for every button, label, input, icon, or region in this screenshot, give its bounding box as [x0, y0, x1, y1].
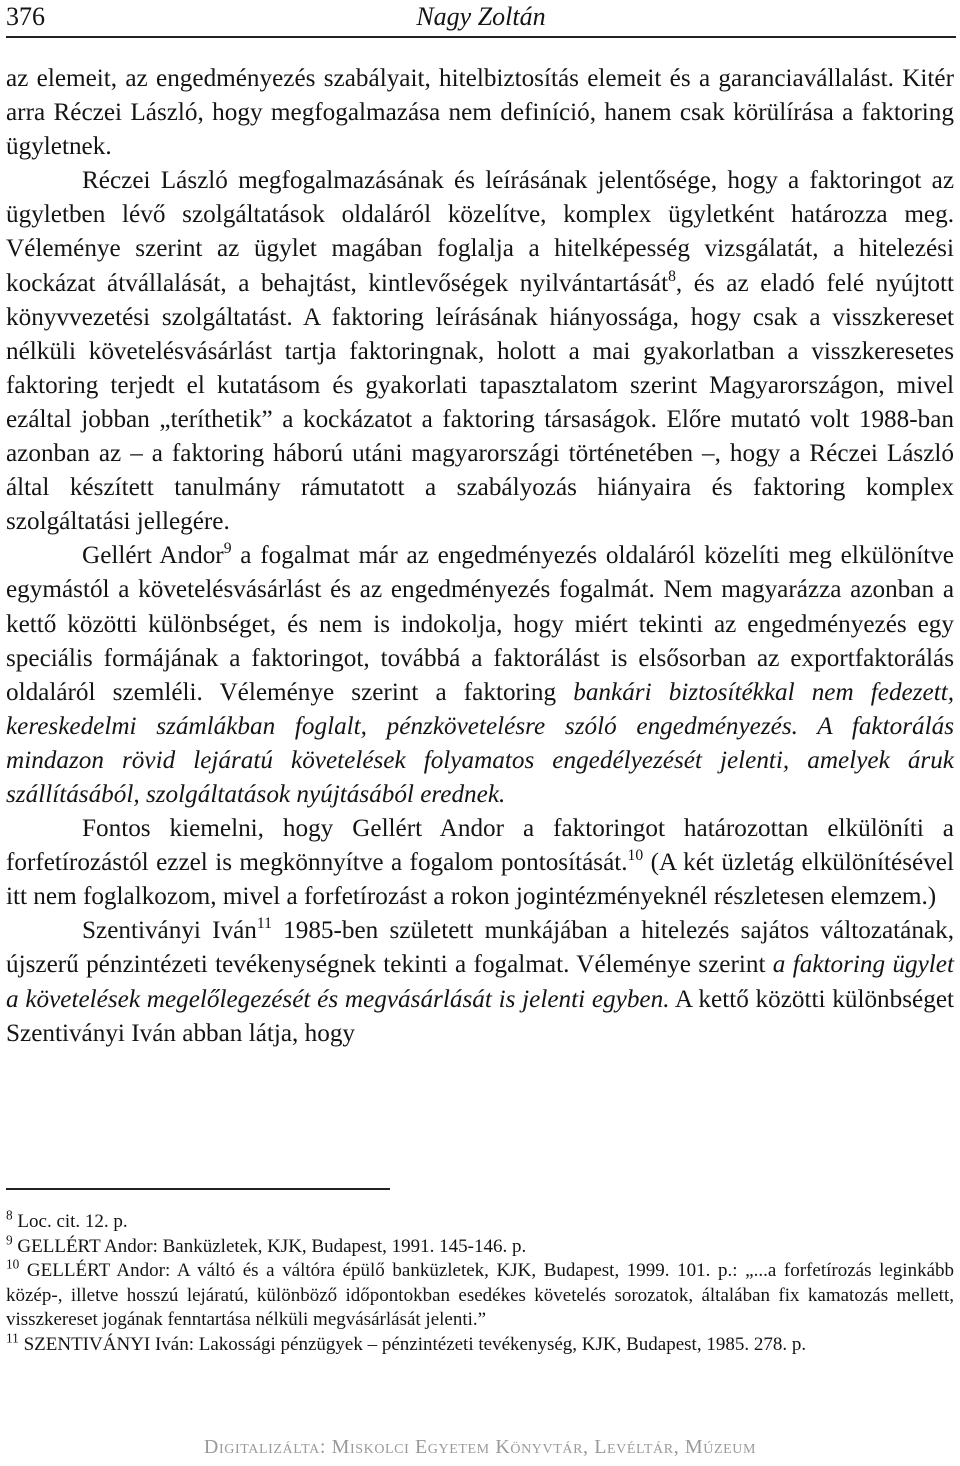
footnote-marker: 10	[627, 847, 644, 865]
footnote-marker: 9	[223, 540, 232, 558]
footnote	[6, 1256, 955, 1333]
paragraph-text: Fontos kiemelni, hogy Gellért Andor a faktoringot határozottan elkülöníti a forfetírozástól ezzel is megkönnyítve a fogalom pontosítását.	[6, 815, 954, 877]
paragraph-text: (A két üzletág elkülönítésével itt nem foglalkozom, mivel a forfetírozást a rokon jogintézményeknél részletesen elemzem.)	[6, 849, 954, 911]
footnote	[6, 1207, 954, 1235]
footnote-number: 9	[6, 1232, 13, 1248]
footnotes	[6, 1207, 955, 1358]
footnote-number: 10	[6, 1256, 20, 1272]
footnote	[6, 1330, 954, 1358]
italic-quote: a faktoring ügylet a követelések megelőlegezését és megvásárlását is jelenti egyben.	[6, 951, 954, 1013]
paragraph-text: Gellért Andor	[82, 542, 224, 570]
footnote-separator	[6, 1188, 390, 1190]
paragraph-text: az elemeit, az engedményezés szabályait, hitelbiztosítás elemeit és a garanciavállalást. Kitér arra Réczei László, hogy megfogalmazása nem definíció, hanem csak körülírása a faktoring ügyletnek.	[6, 65, 954, 161]
footnote-text: SZENTIVÁNYI Iván: Lakossági pénzügyek – pénzintézeti tevékenység, KJK, Budapest, 1985. 278. p.	[23, 1333, 807, 1355]
footnote-text: GELLÉRT Andor: Banküzletek, KJK, Budapest, 1991. 145-146. p.	[17, 1235, 527, 1257]
footnote-marker: 8	[668, 267, 676, 285]
page-number: 376	[6, 2, 45, 31]
digitization-watermark: Digitalizálta: Miskolci Egyetem Könyvtár, Levéltár, Múzeum	[203, 1436, 757, 1458]
paragraph-text: Réczei László megfogalmazásának és leírásának jelentősége, hogy a faktoringot az ügyletben lévő szolgáltatások oldaláról közelítve, komplex ügyletként határozza meg. Véleménye szerint az ügylet magában foglalja a hitelképesség vizsgálatát, a hitelezési kockázat átvállalását, a behajtást, kintlevőségek nyilvántartását	[6, 167, 954, 297]
paragraph	[6, 914, 954, 1050]
footnote	[6, 1232, 954, 1260]
italic-quote: bankári biztosítékkal nem fedezett, kereskedelmi számlákban foglalt, pénzkövetelésre szóló engedményezés. A faktorálás mindazon rövid lejáratú követelések folyamatos engedélyezését jelenti, amelyek áruk szállításából, szolgáltatások nyújtásából erednek.	[6, 678, 954, 808]
paragraph	[6, 164, 954, 539]
paragraph	[6, 539, 954, 812]
page-header	[6, 2, 956, 38]
paragraph-text: a fogalmat már az engedményezés oldaláról közelíti meg elkülönítve egymástól a követelésvásárlást és az engedményezés fogalmát. Nem magyarázza azonban a kettő közötti különbséget, és nem is indokolja, hogy miért tekinti az engedményezés egy speciális formájának a faktoringot, továbbá a faktorálást is elsősorban az exportfaktorálás oldaláról szemléli. Véleménye szerint a faktoring	[6, 542, 954, 706]
paragraph	[6, 812, 954, 914]
footnote-number: 11	[6, 1330, 19, 1346]
footnote-number: 8	[6, 1207, 13, 1223]
paragraph-text: 1985-ben született munkájában a hitelezés sajátos változatának, újszerű pénzintézeti tevékenységnek tekinti a fogalmat. Véleménye szerint	[6, 917, 954, 979]
body-text	[6, 62, 954, 1051]
footnote-text: Loc. cit. 12. p.	[17, 1211, 128, 1232]
paragraph-text: Szentiványi Iván	[82, 917, 257, 945]
paragraph	[6, 62, 954, 164]
paragraph-text: A kettő közötti különbséget Szentiványi Iván abban látja, hogy	[6, 985, 954, 1047]
paragraph-text: , és az eladó felé nyújtott könyvvezetési szolgáltatást. A faktoring leírásának hiányossága, hogy csak a visszkereset nélküli követelésvásárlást tartja faktoringnak, holott a mai gyakorlatban a visszkeresetes faktoring terjedt el kutatásom és gyakorlati tapasztalatom szerint Magyarországon, mivel ezáltal jobban „teríthetik” a kockázatot a faktoring társaságok. Előre mutató volt 1988-ban azonban az – a faktoring háború utáni magyarországi történetében –, hogy a Réczei László által készített tanulmány rámutatott a szabályozás hiányaira és faktoring komplex szolgáltatási jellegére.	[6, 269, 954, 536]
footnote-marker: 11	[256, 915, 272, 933]
running-title: Nagy Zoltán	[416, 2, 546, 31]
footnote-text: GELLÉRT Andor: A váltó és a váltóra épülő banküzletek, KJK, Budapest, 1999. 101. p.: „...a forfetírozás leginkább közép-, illetve hosszú lejáratú, különböző időpontokban esedékes követelés sorozatok, általában fix kamatozás mellett, visszkereset jogának fenntartása nélküli megvásárlását jelenti.”	[6, 1260, 955, 1331]
